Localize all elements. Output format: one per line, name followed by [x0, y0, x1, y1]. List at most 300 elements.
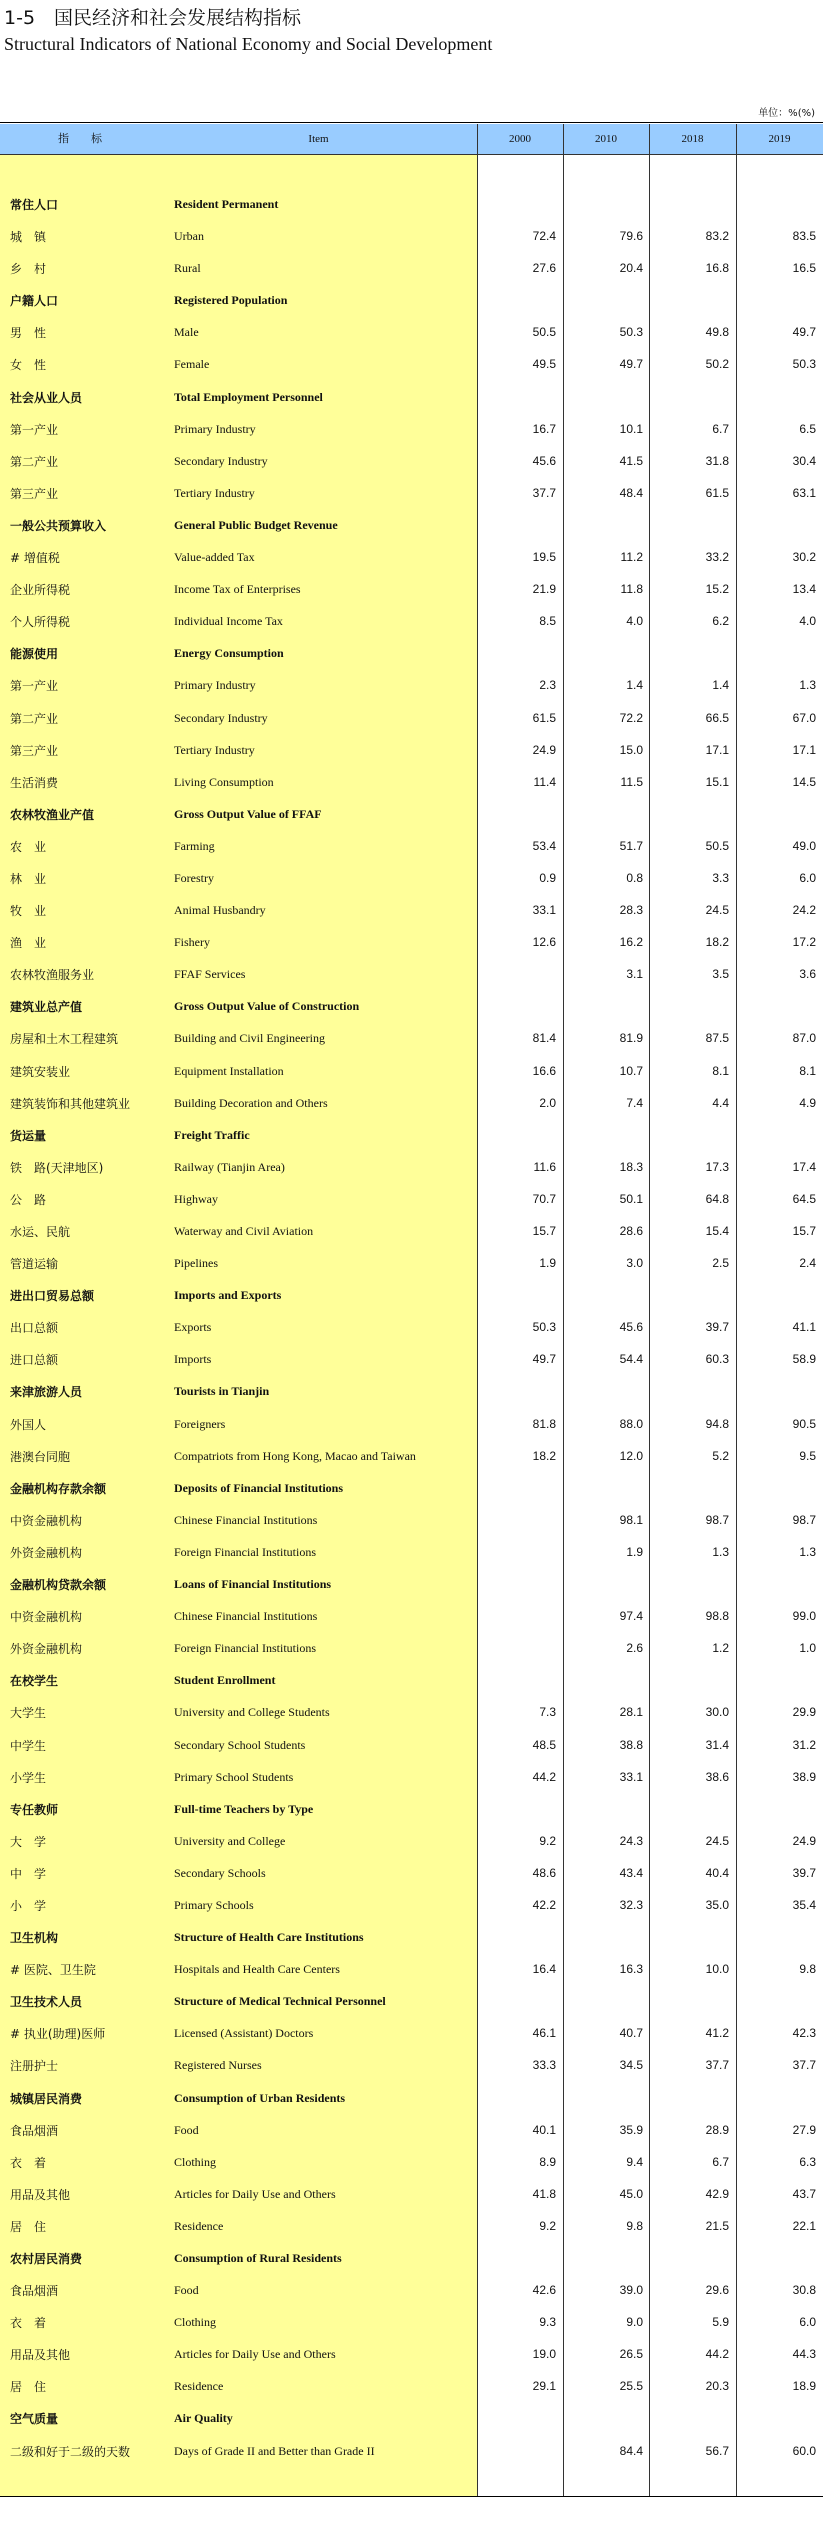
indicator-cn: 公 路	[10, 1192, 47, 1207]
indicator-cn: 渔 业	[10, 936, 47, 951]
value-cell-2000: 81.8	[532, 1416, 556, 1431]
value-cell-2000: 41.8	[532, 2186, 556, 2201]
section-row	[0, 1279, 823, 1311]
value-cell-2010: 49.7	[619, 357, 643, 372]
unit-label: 单位：%(%)	[758, 108, 815, 119]
table-row	[0, 2370, 823, 2402]
value-cell-2000: 42.2	[532, 1897, 556, 1912]
indicator-cn: 专任教师	[10, 1802, 59, 1817]
indicator-cn: 用品及其他	[10, 2348, 71, 2363]
value-cell-2000: 48.6	[532, 1865, 556, 1880]
value-cell-2019: 63.1	[792, 485, 816, 500]
section-row	[0, 509, 823, 541]
indicator-en: Residence	[174, 2379, 224, 2394]
value-cell-2019: 6.0	[799, 2315, 816, 2330]
indicator-en: Full-time Teachers by Type	[174, 1801, 314, 1816]
indicator-cn: 农林牧渔业产值	[10, 807, 95, 822]
value-cell-2010: 35.9	[619, 2122, 643, 2137]
indicator-en: Clothing	[174, 2154, 217, 2169]
value-cell-2018: 41.2	[705, 2026, 729, 2041]
indicator-en: Value-added Tax	[174, 550, 255, 565]
value-cell-2000: 21.9	[532, 582, 556, 597]
value-cell-2010: 28.6	[619, 1224, 643, 1238]
value-cell-2000: 44.2	[532, 1769, 556, 1784]
indicator-en: Articles for Daily Use and Others	[174, 2186, 336, 2201]
indicator-en: Railway (Tianjin Area)	[174, 1159, 285, 1174]
value-cell-2010: 15.0	[619, 742, 643, 757]
value-cell-2018: 56.7	[705, 2443, 729, 2458]
value-cell-2010: 33.1	[619, 1769, 643, 1784]
table-row	[0, 445, 823, 477]
indicator-cn: # 增值税	[10, 551, 60, 566]
indicator-cn: 男 性	[10, 326, 47, 341]
value-cell-2019: 31.2	[792, 1737, 816, 1752]
value-cell-2019: 30.4	[792, 453, 816, 468]
value-cell-2010: 4.0	[626, 614, 643, 629]
indicator-cn: 大 学	[10, 1834, 47, 1849]
value-cell-2019: 14.5	[792, 774, 816, 789]
value-cell-2010: 32.3	[619, 1897, 643, 1912]
section-row	[0, 2402, 823, 2434]
value-cell-2018: 37.7	[705, 2058, 729, 2073]
value-cell-2019: 37.7	[792, 2058, 816, 2073]
value-cell-2018: 40.4	[705, 1865, 729, 1880]
table-row	[0, 2274, 823, 2306]
indicator-cn: 货运量	[10, 1128, 47, 1143]
indicator-en: Primary Schools	[174, 1897, 254, 1912]
indicator-en: Tourists in Tianjin	[174, 1384, 270, 1399]
indicator-en: Waterway and Civil Aviation	[174, 1224, 314, 1238]
indicator-cn: 个人所得税	[10, 615, 71, 630]
indicator-en: Freight Traffic	[174, 1127, 250, 1142]
indicator-cn: 一般公共预算收入	[10, 518, 107, 533]
value-cell-2000: 2.3	[539, 678, 556, 693]
value-cell-2018: 38.6	[705, 1769, 729, 1784]
value-cell-2019: 6.0	[799, 870, 816, 885]
value-cell-2019: 18.9	[792, 2379, 816, 2394]
value-cell-2010: 40.7	[619, 2026, 643, 2041]
table-row	[0, 2338, 823, 2370]
section-row	[0, 1568, 823, 1600]
value-cell-2000: 53.4	[532, 838, 556, 853]
value-cell-2019: 13.4	[792, 582, 816, 597]
value-cell-2018: 39.7	[705, 1320, 729, 1335]
indicator-en: Articles for Daily Use and Others	[174, 2347, 336, 2362]
section-row	[0, 798, 823, 830]
value-cell-2010: 24.3	[619, 1833, 643, 1848]
table-row	[0, 2435, 823, 2467]
table-row	[0, 316, 823, 348]
value-cell-2018: 87.5	[705, 1031, 729, 1046]
table-row	[0, 1215, 823, 1247]
value-cell-2010: 34.5	[619, 2058, 643, 2073]
table-row	[0, 1087, 823, 1119]
indicator-cn: 在校学生	[10, 1674, 59, 1689]
value-cell-2000: 70.7	[532, 1191, 556, 1206]
value-cell-2010: 9.4	[626, 2154, 643, 2169]
indicator-cn: 中资金融机构	[10, 1610, 83, 1625]
value-cell-2010: 43.4	[619, 1865, 643, 1880]
indicator-cn: 建筑安装业	[10, 1064, 71, 1079]
value-cell-2019: 58.9	[792, 1352, 816, 1367]
indicator-en: Animal Husbandry	[174, 903, 266, 918]
value-cell-2018: 6.2	[712, 614, 729, 629]
indicator-cn: 港澳台同胞	[10, 1449, 71, 1464]
table-row	[0, 1022, 823, 1054]
indicator-cn: 空气质量	[10, 2412, 59, 2427]
value-cell-2018: 33.2	[705, 550, 729, 565]
value-cell-2018: 30.0	[705, 1705, 729, 1720]
value-cell-2010: 81.9	[619, 1031, 643, 1046]
value-cell-2010: 39.0	[619, 2283, 643, 2298]
indicator-cn: 常住人口	[10, 198, 59, 212]
value-cell-2010: 18.3	[619, 1159, 643, 1174]
value-cell-2010: 41.5	[619, 453, 643, 468]
value-cell-2000: 9.2	[539, 2218, 556, 2233]
indicator-en: Highway	[174, 1191, 218, 1206]
indicator-en: Clothing	[174, 2315, 217, 2330]
value-cell-2018: 5.9	[712, 2315, 729, 2330]
value-cell-2019: 44.3	[792, 2347, 816, 2362]
indicator-en: University and College	[174, 1833, 286, 1848]
value-cell-2018: 18.2	[705, 935, 729, 950]
value-cell-2010: 88.0	[619, 1416, 643, 1431]
table-row	[0, 1536, 823, 1568]
value-cell-2000: 33.3	[532, 2058, 556, 2073]
value-cell-2000: 19.5	[532, 550, 556, 565]
indicator-en: Income Tax of Enterprises	[174, 582, 301, 597]
value-cell-2018: 20.3	[705, 2379, 729, 2394]
indicator-en: Rural	[174, 261, 201, 276]
indicator-en: Building Decoration and Others	[174, 1095, 328, 1110]
value-cell-2010: 72.2	[619, 710, 643, 725]
table-row	[0, 413, 823, 445]
value-cell-2018: 15.2	[705, 582, 729, 597]
header-year-2010: 2010	[595, 133, 617, 145]
value-cell-2019: 42.3	[792, 2026, 816, 2041]
value-cell-2019: 38.9	[792, 1769, 816, 1784]
indicator-en: Individual Income Tax	[174, 614, 283, 629]
value-cell-2019: 99.0	[792, 1609, 816, 1624]
indicator-en: Total Employment Personnel	[174, 389, 323, 404]
value-cell-2018: 31.8	[705, 453, 729, 468]
section-row	[0, 2082, 823, 2114]
indicator-cn: 建筑业总产值	[10, 1000, 83, 1015]
indicator-en: Farming	[174, 838, 215, 853]
indicator-cn: 户籍人口	[10, 294, 59, 309]
value-cell-2000: 46.1	[532, 2026, 556, 2041]
section-row	[0, 1119, 823, 1151]
indicator-cn: 大学生	[10, 1706, 47, 1721]
indicator-cn: 乡 村	[10, 262, 47, 277]
value-cell-2019: 24.2	[792, 903, 816, 918]
header-item: Item	[308, 133, 329, 145]
value-cell-2018: 44.2	[705, 2347, 729, 2362]
header-year-2018: 2018	[681, 133, 704, 145]
section-row	[0, 1985, 823, 2017]
indicator-cn: 房屋和土木工程建筑	[10, 1032, 119, 1047]
value-cell-2010: 45.0	[619, 2186, 643, 2201]
value-cell-2010: 0.8	[626, 870, 643, 885]
indicator-en: Primary Industry	[174, 678, 256, 693]
indicator-en: Food	[174, 2122, 199, 2137]
table-row	[0, 1311, 823, 1343]
table-row	[0, 1183, 823, 1215]
value-cell-2018: 2.5	[712, 1256, 729, 1271]
table-bottom-rule	[0, 2496, 823, 2497]
indicator-en: FFAF Services	[174, 967, 246, 982]
value-cell-2019: 98.7	[792, 1512, 816, 1527]
indicator-cn: 牧 业	[10, 904, 47, 919]
indicator-en: Chinese Financial Institutions	[174, 1609, 318, 1624]
section-row	[0, 1793, 823, 1825]
value-cell-2000: 12.6	[532, 935, 556, 950]
indicator-en: Energy Consumption	[174, 646, 284, 661]
table-row	[0, 1055, 823, 1087]
indicator-en: Hospitals and Health Care Centers	[174, 1962, 340, 1977]
indicator-cn: 生活消费	[10, 775, 59, 790]
value-cell-2019: 27.9	[792, 2122, 816, 2137]
indicator-en: Primary Industry	[174, 421, 256, 436]
indicator-en: Structure of Health Care Institutions	[174, 1930, 364, 1945]
value-cell-2010: 11.8	[620, 582, 643, 597]
table-row	[0, 830, 823, 862]
indicator-en: Fishery	[174, 935, 210, 950]
value-cell-2010: 25.5	[619, 2379, 643, 2394]
value-cell-2018: 66.5	[705, 710, 729, 725]
value-cell-2018: 15.1	[705, 774, 729, 789]
value-cell-2000: 50.5	[532, 325, 556, 340]
table-row	[0, 1825, 823, 1857]
table-row	[0, 766, 823, 798]
indicator-en: Pipelines	[174, 1256, 218, 1271]
indicator-cn: 出口总额	[10, 1321, 59, 1336]
value-cell-2000: 37.7	[532, 485, 556, 500]
table-top-rule	[0, 122, 823, 123]
value-cell-2000: 48.5	[532, 1737, 556, 1752]
table-row	[0, 252, 823, 284]
value-cell-2010: 45.6	[619, 1320, 643, 1335]
indicator-en: Consumption of Rural Residents	[174, 2251, 342, 2265]
value-cell-2010: 3.1	[626, 967, 643, 982]
indicator-en: Loans of Financial Institutions	[174, 1577, 332, 1592]
indicator-en: General Public Budget Revenue	[174, 517, 338, 532]
indicator-cn: 第三产业	[10, 486, 59, 501]
value-cell-2019: 30.8	[792, 2283, 816, 2298]
value-cell-2018: 1.3	[712, 1544, 729, 1559]
value-cell-2018: 6.7	[712, 2154, 729, 2169]
table-row	[0, 220, 823, 252]
indicator-cn: 林 业	[10, 871, 47, 886]
value-cell-2019: 6.5	[799, 421, 816, 436]
indicator-cn: 第三产业	[10, 743, 59, 758]
value-cell-2019: 17.4	[792, 1159, 816, 1174]
indicator-cn: 农村居民消费	[10, 2252, 83, 2266]
value-cell-2010: 3.0	[626, 1256, 643, 1271]
value-cell-2019: 30.2	[792, 550, 816, 565]
value-cell-2018: 24.5	[705, 1833, 729, 1848]
value-cell-2000: 27.6	[532, 261, 556, 276]
value-cell-2019: 24.9	[792, 1833, 816, 1848]
value-cell-2018: 98.7	[705, 1512, 729, 1527]
indicator-cn: 第二产业	[10, 454, 59, 469]
section-row	[0, 381, 823, 413]
value-cell-2018: 3.3	[712, 870, 729, 885]
value-cell-2010: 28.1	[619, 1705, 643, 1720]
value-cell-2019: 15.7	[792, 1224, 816, 1238]
indicator-en: Registered Population	[174, 293, 288, 308]
value-cell-2018: 6.7	[712, 421, 729, 436]
indicator-en: Licensed (Assistant) Doctors	[174, 2026, 314, 2041]
indicator-cn: 居 住	[10, 2380, 47, 2395]
value-cell-2019: 1.0	[799, 1641, 816, 1656]
value-cell-2000: 42.6	[532, 2283, 556, 2298]
value-cell-2000: 9.2	[539, 1833, 556, 1848]
value-cell-2019: 90.5	[792, 1416, 816, 1431]
indicator-cn: 铁 路(天津地区)	[10, 1160, 104, 1175]
value-cell-2018: 64.8	[705, 1191, 729, 1206]
section-row	[0, 2242, 823, 2274]
value-cell-2018: 16.8	[705, 261, 729, 276]
indicator-cn: 用品及其他	[10, 2187, 71, 2202]
page-subtitle: Structural Indicators of National Economy and Social Development	[4, 34, 493, 54]
indicator-cn: 食品烟酒	[10, 2123, 59, 2138]
table-row	[0, 2306, 823, 2338]
value-cell-2018: 5.2	[712, 1448, 729, 1463]
value-cell-2018: 1.4	[712, 678, 729, 693]
indicator-en: Primary School Students	[174, 1769, 294, 1784]
indicator-cn: 卫生机构	[10, 1931, 59, 1946]
value-cell-2000: 50.3	[532, 1320, 556, 1335]
table-row	[0, 573, 823, 605]
value-cell-2019: 49.7	[792, 325, 816, 340]
indicator-en: Building and Civil Engineering	[174, 1031, 325, 1046]
value-cell-2019: 49.0	[792, 838, 816, 853]
indicator-cn: 金融机构存款余额	[10, 1481, 107, 1496]
indicator-en: Gross Output Value of FFAF	[174, 806, 322, 821]
indicator-en: Forestry	[174, 870, 214, 885]
table-row	[0, 1343, 823, 1375]
indicator-cn: 外资金融机构	[10, 1545, 83, 1560]
value-cell-2018: 21.5	[705, 2218, 729, 2233]
indicator-en: Imports and Exports	[174, 1288, 282, 1303]
value-cell-2019: 41.1	[792, 1320, 816, 1335]
value-cell-2019: 1.3	[799, 678, 816, 693]
table-row	[0, 2146, 823, 2178]
value-cell-2018: 61.5	[705, 485, 729, 500]
value-cell-2000: 15.7	[532, 1224, 556, 1238]
indicator-cn: 社会从业人员	[10, 390, 83, 405]
value-cell-2010: 26.5	[619, 2347, 643, 2362]
value-cell-2010: 10.7	[619, 1063, 643, 1078]
value-cell-2018: 83.2	[705, 229, 729, 244]
indicator-cn: 第一产业	[10, 679, 59, 694]
value-cell-2000: 24.9	[532, 742, 556, 757]
section-row	[0, 990, 823, 1022]
indicator-en: Consumption of Urban Residents	[174, 2090, 346, 2105]
indicator-cn: 食品烟酒	[10, 2284, 59, 2299]
table-row	[0, 2114, 823, 2146]
section-row	[0, 1375, 823, 1407]
value-cell-2019: 1.3	[799, 1544, 816, 1559]
value-cell-2000: 19.0	[532, 2347, 556, 2362]
value-cell-2018: 28.9	[705, 2122, 729, 2137]
table-row	[0, 2017, 823, 2049]
section-row	[0, 1664, 823, 1696]
value-cell-2019: 9.8	[799, 1962, 816, 1977]
table-row	[0, 605, 823, 637]
indicator-en: Equipment Installation	[174, 1063, 284, 1078]
value-cell-2019: 39.7	[792, 1865, 816, 1880]
value-cell-2019: 4.0	[799, 614, 816, 629]
value-cell-2018: 49.8	[705, 325, 729, 340]
table-row	[0, 1953, 823, 1985]
value-cell-2018: 94.8	[705, 1416, 729, 1431]
value-cell-2018: 29.6	[705, 2283, 729, 2298]
indicator-cn: # 医院、卫生院	[10, 1963, 96, 1978]
value-cell-2019: 60.0	[792, 2443, 816, 2458]
value-cell-2010: 9.8	[626, 2218, 643, 2233]
value-cell-2018: 60.3	[705, 1352, 729, 1367]
indicator-cn: 衣 着	[10, 2316, 47, 2331]
value-cell-2010: 48.4	[619, 485, 643, 500]
indicator-cn: 城镇居民消费	[10, 2091, 83, 2106]
value-cell-2018: 15.4	[705, 1224, 729, 1238]
indicator-en: Secondary Industry	[174, 710, 268, 725]
indicator-cn: # 执业(助理)医师	[10, 2027, 106, 2042]
page-title: 1-5 国民经济和社会发展结构指标	[4, 7, 302, 29]
value-cell-2000: 49.5	[532, 357, 556, 372]
indicator-cn: 第一产业	[10, 422, 59, 437]
value-cell-2018: 10.0	[705, 1962, 729, 1977]
value-cell-2018: 1.2	[712, 1641, 729, 1656]
value-cell-2000: 7.3	[539, 1705, 556, 1720]
value-cell-2000: 8.9	[539, 2154, 556, 2169]
indicator-en: Registered Nurses	[174, 2058, 262, 2073]
indicator-cn: 来津旅游人员	[10, 1385, 83, 1400]
table-row	[0, 1504, 823, 1536]
table-row	[0, 1151, 823, 1183]
value-cell-2000: 45.6	[532, 453, 556, 468]
indicator-cn: 二级和好于二级的天数	[10, 2444, 131, 2459]
value-cell-2000: 9.3	[539, 2315, 556, 2330]
value-cell-2010: 79.6	[619, 229, 643, 244]
table-row	[0, 541, 823, 573]
table-row	[0, 1247, 823, 1279]
value-cell-2000: 11.4	[533, 774, 556, 789]
table-row	[0, 1408, 823, 1440]
indicator-en: Structure of Medical Technical Personnel	[174, 1994, 386, 2009]
indicator-cn: 农林牧渔服务业	[10, 968, 95, 983]
value-cell-2000: 33.1	[532, 903, 556, 918]
indicator-en: Deposits of Financial Institutions	[174, 1480, 344, 1495]
indicator-cn: 中资金融机构	[10, 1513, 83, 1528]
value-cell-2010: 54.4	[619, 1352, 643, 1367]
section-row	[0, 637, 823, 669]
indicator-en: University and College Students	[174, 1705, 330, 1720]
value-cell-2019: 17.1	[792, 742, 816, 757]
indicator-en: Imports	[174, 1352, 212, 1367]
value-cell-2000: 81.4	[532, 1031, 556, 1046]
indicator-cn: 女 性	[10, 358, 47, 373]
indicator-cn: 注册护士	[10, 2059, 59, 2074]
value-cell-2018: 31.4	[705, 1737, 729, 1752]
indicator-cn: 进口总额	[10, 1353, 59, 1368]
value-cell-2010: 38.8	[619, 1737, 643, 1752]
value-cell-2010: 84.4	[619, 2443, 643, 2458]
value-cell-2010: 51.7	[619, 838, 643, 853]
value-cell-2000: 0.9	[539, 870, 556, 885]
